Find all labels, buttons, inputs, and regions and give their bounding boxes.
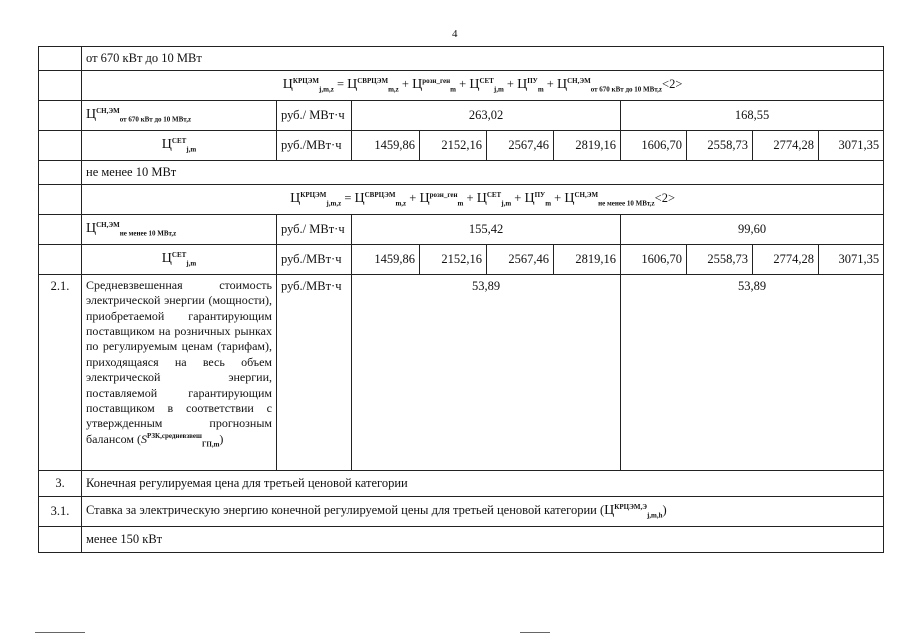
unit-cell: руб./ МВт·ч — [277, 215, 352, 245]
sn-label-670: $Ц^{СН,ЭМ}_{от 670 кВт до 10 МВт,z}$ — [82, 101, 277, 131]
value-cell: 1459,86 — [352, 131, 420, 161]
value-cell: 1459,86 — [352, 245, 420, 275]
value-cell: 2558,73 — [687, 131, 753, 161]
value-cell: 2819,16 — [554, 131, 621, 161]
unit-cell: руб./МВт·ч — [277, 245, 352, 275]
row-number: 2.1. — [39, 275, 82, 471]
value-cell: 3071,35 — [819, 131, 884, 161]
empty-cell — [39, 47, 82, 71]
section-heading-150: менее 150 кВт — [82, 527, 884, 553]
row-number: 3.1. — [39, 497, 82, 527]
value-cell: 263,02 — [352, 101, 621, 131]
value-cell: 168,55 — [621, 101, 884, 131]
row-description: Средневзвешенная стоимость электрической энергии (мощности), приобретаемой гарантирующим поставщиком на розничных рынках по регулируемым ценам (тарифам), приходящаяся на весь объем электрической энергии, поставляемой гарантирующим поставщиком в соответствии с утвержденным прогнозным балансом $(S^{РЗК,средневзвеш}_{ГП,m})$ — [82, 275, 277, 471]
value-cell: 2819,16 — [554, 245, 621, 275]
value-cell: 155,42 — [352, 215, 621, 245]
value-cell: 53,89 — [352, 275, 621, 471]
scan-mark — [520, 632, 550, 633]
unit-cell: руб./МВт·ч — [277, 131, 352, 161]
set-label-670: $Ц^{СЕТ}_{j,m}$ — [82, 131, 277, 161]
set-label-10: $Ц^{СЕТ}_{j,m}$ — [82, 245, 277, 275]
value-cell: 53,89 — [621, 275, 884, 471]
formula-10: $Ц^{КРЦЭМ}_{j,m,z} = Ц^{СВРЦЭМ}_{m,z} + Ц^{розн\_ген}_m + Ц^{СЕТ}_{j,m} + Ц^{ПУ}_m + Ц^{СН,ЭМ}_{не менее 10 МВт,z}<2>$ — [82, 185, 884, 215]
formula-670: $Ц^{КРЦЭМ}_{j,m,z} = Ц^{СВРЦЭМ}_{m,z} + Ц^{розн\_ген}_m + Ц^{СЕТ}_{j,m} + Ц^{ПУ}_m + Ц^{СН,ЭМ}_{от 670 кВт до 10 МВт,z}<2>$ — [82, 71, 884, 101]
value-cell: 1606,70 — [621, 245, 687, 275]
value-cell: 2774,28 — [753, 245, 819, 275]
section-heading-670: от 670 кВт до 10 МВт — [82, 47, 884, 71]
value-cell: 99,60 — [621, 215, 884, 245]
section-heading-10: не менее 10 МВт — [82, 161, 884, 185]
row-description: Конечная регулируемая цена для третьей ценовой категории — [82, 471, 884, 497]
value-cell: 2152,16 — [420, 131, 487, 161]
value-cell: 2152,16 — [420, 245, 487, 275]
value-cell: 2567,46 — [487, 245, 554, 275]
value-cell: 2567,46 — [487, 131, 554, 161]
value-cell: 2774,28 — [753, 131, 819, 161]
unit-cell: руб./ МВт·ч — [277, 101, 352, 131]
page-number: 4 — [452, 28, 458, 40]
row-description: Ставка за электрическую энергию конечной регулируемой цены для третьей ценовой категории $(Ц^{КРЦЭМ,Э}_{j,m,h})$ — [82, 497, 884, 527]
value-cell: 2558,73 — [687, 245, 753, 275]
sn-label-10: $Ц^{СН,ЭМ}_{не менее 10 МВт,z}$ — [82, 215, 277, 245]
scan-mark — [35, 632, 85, 633]
row-number: 3. — [39, 471, 82, 497]
value-cell: 1606,70 — [621, 131, 687, 161]
value-cell: 3071,35 — [819, 245, 884, 275]
tariff-table — [38, 46, 884, 553]
unit-cell: руб./МВт·ч — [277, 275, 352, 471]
